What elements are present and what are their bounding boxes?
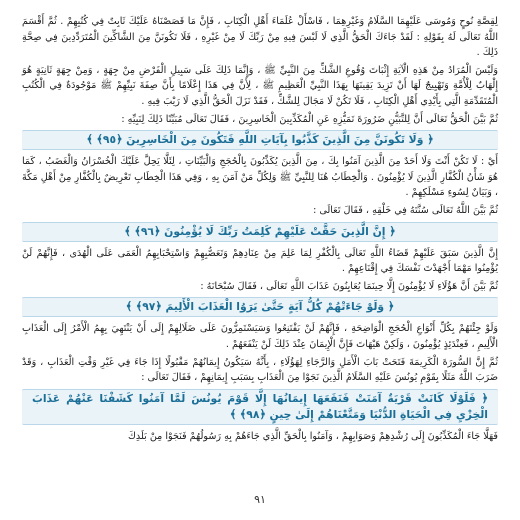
- paragraph-4: أَيْ : لَا تَكُنْ أَنْتَ وَلَا أَحَدٌ مِنَ الَّذِينَ آمَنُوا بِكَ ، مِنَ الَّذِينَ يُكَذِّبُونَ بِالْحُجَجِ وَالْبَيِّنَاتِ ، لِئَلَّا يَحِلَّ عَلَيْكَ الْخُسْرَانُ وَالْغَضَبُ ، كَمَا هُوَ شَأْنُ الْكُفَّارِ الَّذِينَ لَا يُؤْمِنُونَ . وَالْخِطَابُ هُنَا لِلنَّبِيِّ ﷺ وَلِكُلِّ مَنْ آمَنَ بِهِ ، وَفِي هَذَا الْخِطَابِ تَعْرِيضٌ بِالْكُفَّارِ مِنْ أَهْلِ مَكَّةَ ، وَبَيَانٌ لِسُوءِ مَسْلَكِهِمْ .: [22, 156, 498, 199]
- paragraph-6: إِنَّ الَّذِينَ سَبَقَ عَلَيْهِمْ قَضَاءُ اللَّهِ تَعَالَى بِالْكُفْرِ لِمَا عَلِمَ مِنْ عِنَادِهِمْ وَتَعَصُّبِهِمْ وَاسْتِحْبَابِهِمُ الْعَمَى عَلَى الْهُدَى ، فَإِنَّهُمْ لَنْ يُؤْمِنُوا مَهْمَا أَجْهَدْتَ نَفْسَكَ فِي إِقْنَاعِهِمْ .: [22, 247, 498, 275]
- paragraph-10: فَهَلَّا جَاءَ الْمُكَذِّبُونَ إِلَى رُشْدِهِمْ وَصَوَابِهِمْ ، وَآمَنُوا بِالْحَقِّ الَّذِي جَاءَهُمْ بِهِ رَسُولُهُمْ فَنَجَوْا مِنْ بَلَدِكَ: [128, 430, 498, 442]
- quran-verse-95: ﴿ وَلَا تَكُونَنَّ مِنَ الَّذِينَ كَذَّبُوا بِآيَاتِ اللَّهِ فَتَكُونَ مِنَ الْخَاسِرِينَ ﴿٩٥﴾ ﴾: [22, 130, 498, 150]
- quran-verse-97: ﴿ وَلَوْ جَاءَتْهُمْ كُلُّ آيَةٍ حَتَّىٰ يَرَوُا الْعَذَابَ الْأَلِيمَ ﴿٩٧﴾ ﴾: [22, 297, 498, 317]
- paragraph-5: ثُمَّ بَيَّنَ اللَّهُ تَعَالَى سُنَّتَهُ فِي خَلْقِهِ ، فَقَالَ تَعَالَى :: [313, 204, 498, 216]
- paragraph-1: لِقِصَّةِ نُوحٍ وَمُوسَى عَلَيْهِمَا السَّلَامُ وَغَيْرِهِمَا ، فَاسْأَلْ عُلَمَاءَ أَهْلِ الْكِتَابِ ، فَإِنَّ مَا قَصَصْنَاهُ عَلَيْكَ ثَابِتٌ فِي كُتُبِهِمْ . ثُمَّ أَقْسَمَ اللَّهُ تَعَالَى لَهُ بِقَوْلِهِ : لَقَدْ جَاءَكَ الْحَقُّ الَّذِي لَا لَبْسَ فِيهِ مِنْ رَبِّكَ لَا مِنْ غَيْرِهِ ، فَلَا تَكُونَنَّ مِنَ الشَّاكِّينَ الْمُتَرَدِّدِينَ فِي صِحَّةِ ذَلِكَ .: [22, 16, 498, 59]
- paragraph-9: ثُمَّ إِنَّ السُّورَةَ الْكَرِيمَةَ فَتَحَتْ بَابَ الْأَمَلِ وَالرَّجَاءِ لِهَؤُلَاءِ ، بِأَنَّهُ سَيَكُونُ إِيمَانُهُمْ مَقْبُولًا إِذَا جَاءَ فِي غَيْرِ وَقْتِ الْعَذَابِ ، وَقَدْ ضَرَبَ اللَّهُ مَثَلًا بِقَوْمِ يُونُسَ عَلَيْهِ السَّلَامُ الَّذِينَ نَجَوْا مِنَ الْعَذَابِ بِسَبَبِ إِيمَانِهِمْ ، فَقَالَ تَعَالَى :: [22, 356, 498, 384]
- quran-verse-96: ﴿ إِنَّ الَّذِينَ حَقَّتْ عَلَيْهِمْ كَلِمَتُ رَبِّكَ لَا يُؤْمِنُونَ ﴿٩٦﴾ ﴾: [22, 222, 498, 242]
- quran-verse-98: ﴿ فَلَوْلَا كَانَتْ قَرْيَةٌ آمَنَتْ فَنَفَعَهَا إِيمَانُهَا إِلَّا قَوْمَ يُونُسَ لَمَّا آمَنُوا كَشَفْنَا عَنْهُمْ عَذَابَ الْخِزْيِ فِي الْحَيَاةِ الدُّنْيَا وَمَتَّعْنَاهُمْ إِلَىٰ حِينٍ ﴿٩٨﴾ ﴾: [22, 389, 498, 425]
- paragraph-3: ثُمَّ بَيَّنَ الْحَقُّ تَعَالَى أَنَّ لِلتَّبَيُّنِ ضَرُورَةَ تَمَيُّزِهِ عَنِ الْمُكَذِّبِينَ الْخَاسِرِينَ ، فَقَالَ تَعَالَى مُبَيِّنًا ذَلِكَ لِنَبِيِّهِ :: [121, 113, 498, 125]
- paragraph-8: وَلَوْ جِئْتَهُمْ بِكُلِّ أَنْوَاعِ الْحُجَجِ الْوَاضِحَةِ ، فَإِنَّهُمْ لَنْ يَقْتَنِعُوا وَسَيَسْتَمِرُّونَ عَلَى ضَلَالِهِمْ إِلَى أَنْ يَنْتَهِيَ بِهِمُ الْأَمْرُ إِلَى الْعَذَابِ الْأَلِيمِ ، فَعِنْدَئِذٍ يُؤْمِنُونَ ، وَلَكِنْ هَيْهَاتَ فَإِنَّ الْإِيمَانَ عِنْدَ ذَلِكَ لَنْ يَنْفَعَهُمْ .: [22, 323, 498, 350]
- paragraph-7: ثُمَّ بَيَّنَ أَنَّ هَؤُلَاءِ لَا يُؤْمِنُونَ إِلَّا حِينَمَا يُعَايِنُونَ عَذَابَ اللَّهِ تَعَالَى ، فَقَالَ سُبْحَانَهُ :: [200, 280, 498, 292]
- paragraph-2: وَلَيْسَ الْمُرَادُ مِنْ هَذِهِ الْآيَةِ إِثْبَاتَ وُقُوعِ الشَّكِّ مِنَ النَّبِيِّ ﷺ ، وَإِنَّمَا ذَلِكَ عَلَى سَبِيلِ الْفَرْضِ مِنْ جِهَةٍ ، وَمِنْ جِهَةٍ ثَانِيَةٍ هُوَ إِلْهَابٌ لِلْأُمَّةِ وَتَهْيِيجٌ لَهَا أَنْ تَزِيدَ يَقِينَهَا بِهَذَا النَّبِيِّ الْعَظِيمِ ﷺ ، لِأَنَّ فِي هَذَا إِعْلَامًا بِأَنَّ صِفَةَ نَبِيِّهِمْ ﷺ مَوْجُودَةٌ فِي الْكُتُبِ الْمُتَقَدِّمَةِ الَّتِي بِأَيْدِي أَهْلِ الْكِتَابِ ، فَلَا تَكُنْ لَا مَجَالَ لِلشَّكِّ ، فَقَدْ نَزَلَ الْحَقُّ الَّذِي لَا رَيْبَ فِيهِ .: [22, 64, 498, 107]
- page-number: ٩١: [254, 493, 266, 506]
